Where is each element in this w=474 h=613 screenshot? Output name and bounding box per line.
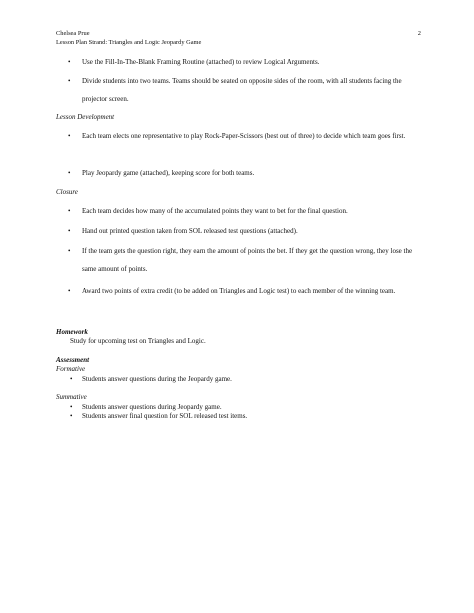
- assessment-heading: Assessment: [56, 356, 90, 364]
- closure-heading: Closure: [56, 188, 78, 196]
- formative-heading: Formative: [56, 365, 86, 373]
- list-item-text: Divide students into two teams. Teams should be seated on opposite sides of the room, with all students facing the projector screen.: [82, 77, 402, 103]
- header-author: Chelsea Prue: [56, 30, 90, 37]
- list-item: [68, 164, 414, 182]
- list-item: [70, 403, 414, 412]
- list-item-text: Each team decides how many of the accumulated points they want to bet for the final question.: [82, 207, 348, 215]
- list-item-text: Students answer final question for SOL released test items.: [82, 412, 248, 420]
- homework-text: Study for upcoming test on Triangles and Logic.: [70, 337, 206, 345]
- bullet-icon: •: [70, 412, 73, 420]
- bullet-icon: •: [68, 287, 71, 295]
- header-strand: Lesson Plan Strand: Triangles and Logic Jeopardy Game: [56, 39, 202, 46]
- list-item-text: Hand out printed question taken from SOL released test questions (attached).: [82, 227, 298, 235]
- summative-heading: Summative: [56, 393, 87, 401]
- bullet-icon: •: [68, 207, 71, 215]
- bullet-icon: •: [68, 247, 71, 255]
- list-item-text: Each team elects one representative to play Rock-Paper-Scissors (best out of three) to decide which team goes first.: [82, 132, 406, 140]
- lesson-development-heading: Lesson Development: [56, 113, 115, 121]
- bullet-icon: •: [70, 403, 73, 411]
- bullet-icon: •: [68, 58, 71, 66]
- list-item: [68, 202, 414, 220]
- bullet-icon: •: [68, 132, 71, 140]
- page-number: 2: [417, 30, 421, 37]
- bullet-icon: •: [70, 375, 73, 383]
- list-item: [70, 412, 414, 421]
- list-item: [68, 282, 414, 300]
- list-item: [68, 222, 414, 240]
- page-header: [56, 29, 201, 47]
- bullet-icon: •: [68, 227, 71, 235]
- list-item-text: Students answer questions during the Jeopardy game.: [82, 375, 232, 383]
- list-item-text: Students answer questions during Jeopardy game.: [82, 403, 222, 411]
- list-item: [68, 127, 414, 145]
- homework-heading: Homework: [56, 328, 88, 336]
- list-item-text: Use the Fill-In-The-Blank Framing Routine (attached) to review Logical Arguments.: [82, 58, 320, 66]
- list-item-text: Play Jeopardy game (attached), keeping score for both teams.: [82, 169, 255, 177]
- list-item: [68, 242, 414, 278]
- list-item: [68, 53, 414, 71]
- bullet-icon: •: [68, 77, 71, 85]
- list-item-text: If the team gets the question right, they earn the amount of points the bet. If they get the question wrong, they lose the same amount of points.: [82, 247, 413, 273]
- list-item: [68, 72, 414, 108]
- list-item-text: Award two points of extra credit (to be added on Triangles and Logic test) to each member of the winning team.: [82, 287, 396, 295]
- bullet-icon: •: [68, 169, 71, 177]
- list-item: [70, 375, 414, 384]
